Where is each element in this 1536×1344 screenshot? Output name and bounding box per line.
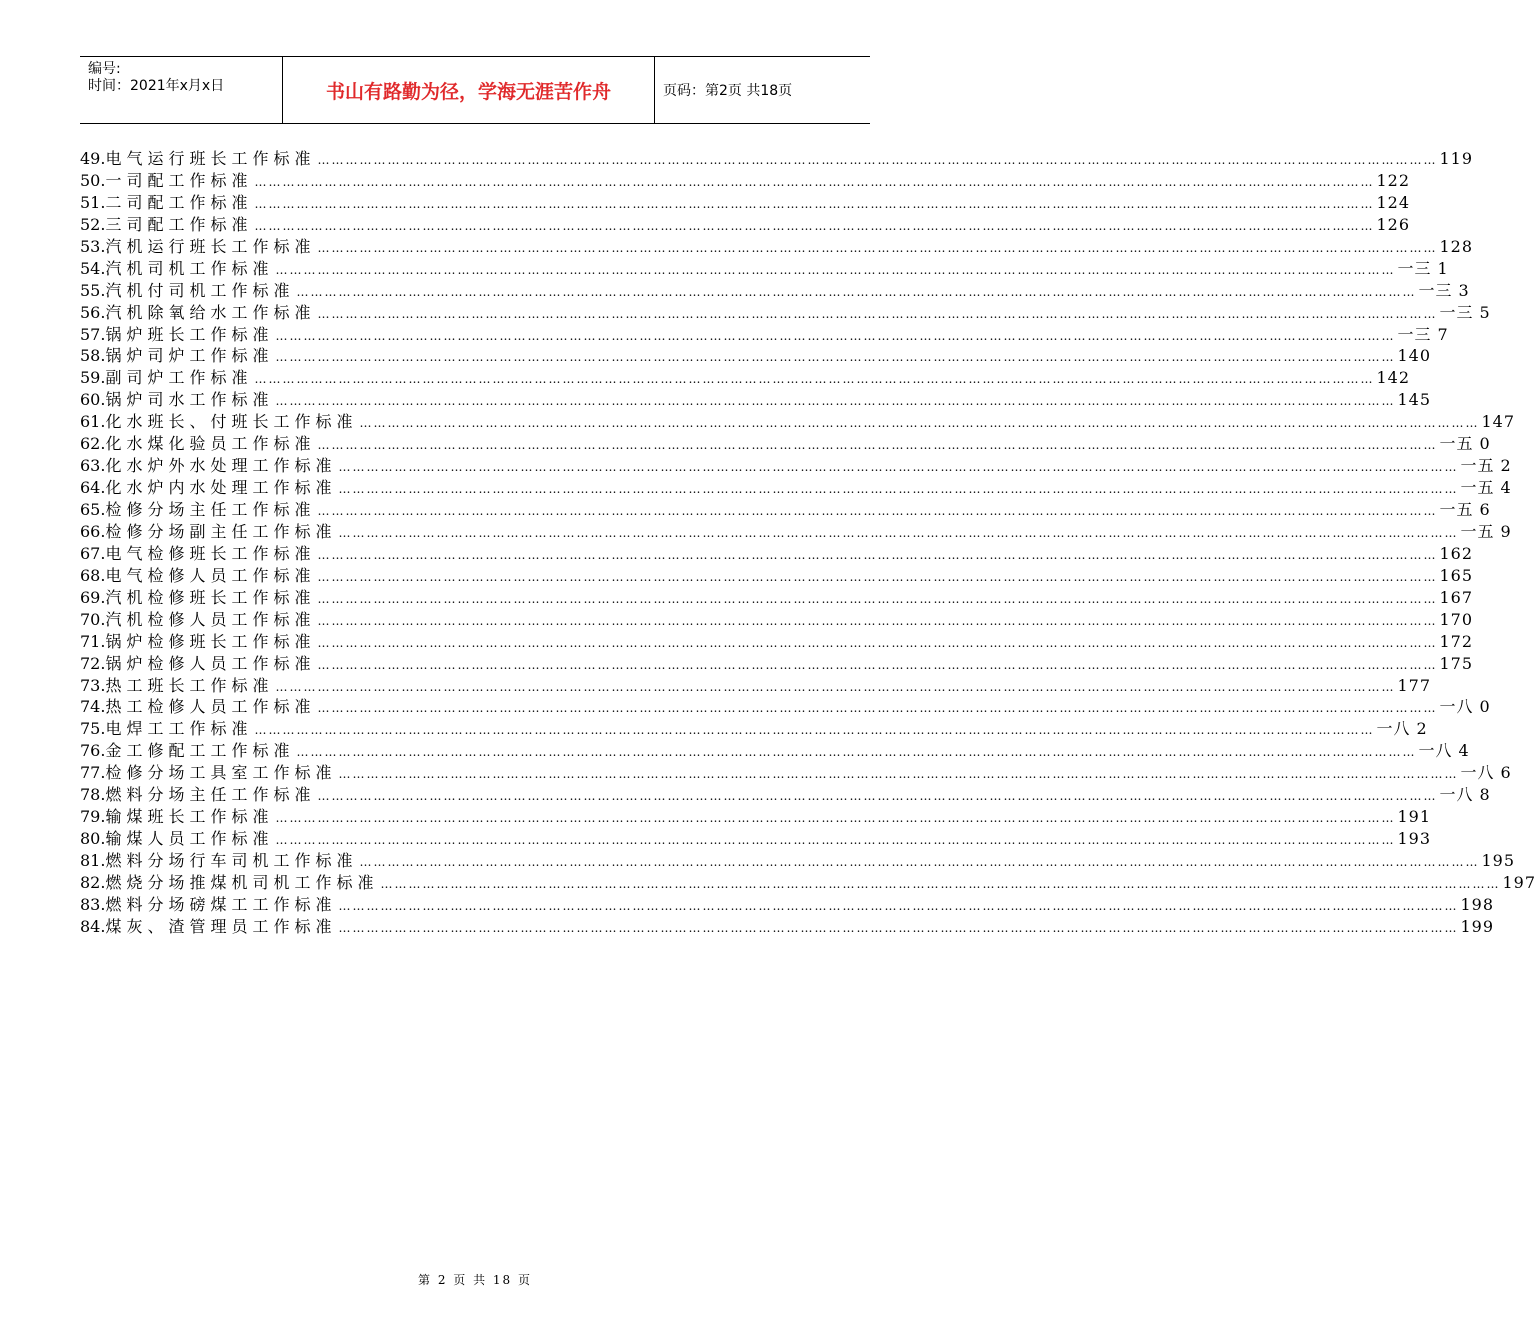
toc-dot-leader: ……………………………………………………………………………………………………………………………………………………………………………………………………………………: [275, 811, 1396, 826]
toc-entry-page: 142: [1376, 368, 1411, 388]
toc-entry-number: 68.: [80, 565, 106, 585]
toc-entry[interactable]: [80, 804, 1432, 827]
toc-dot-leader: ……………………………………………………………………………………………………………………………………………………………………………………………………………………: [359, 855, 1480, 869]
toc-entry-title: 化水炉外水处理工作标准: [105, 456, 337, 476]
toc-entry[interactable]: [80, 234, 1474, 256]
toc-entry-title: 燃料分场磅煤工工作标准: [105, 894, 337, 914]
toc-dot-leader: ……………………………………………………………………………………………………………………………………………………………………………………………………………………: [317, 306, 1438, 321]
toc-entry-number: 64.: [80, 478, 106, 498]
toc-dot-leader: ……………………………………………………………………………………………………………………………………………………………………………………………………………………: [317, 635, 1438, 650]
toc-entry-number: 75.: [80, 719, 106, 739]
toc-dot-leader: ……………………………………………………………………………………………………………………………………………………………………………………………………………………: [317, 438, 1438, 453]
toc-dot-leader: ……………………………………………………………………………………………………………………………………………………………………………………………………………………: [317, 153, 1438, 167]
toc-entry[interactable]: [80, 738, 1470, 761]
toc-entry-title: 化水班长、付班长工作标准: [105, 412, 358, 432]
toc-entry-page: 一五 0: [1439, 434, 1491, 454]
toc-entry-page: 140: [1397, 346, 1432, 366]
toc-entry-page: 119: [1439, 149, 1474, 168]
toc-entry[interactable]: [80, 673, 1432, 695]
toc-entry-number: 63.: [80, 456, 106, 476]
toc-dot-leader: ……………………………………………………………………………………………………………………………………………………………………………………………………………………: [254, 196, 1375, 211]
toc-entry-title: 燃烧分场推煤机司机工作标准: [105, 872, 379, 892]
toc-entry-title: 热工检修人员工作标准: [105, 697, 316, 717]
toc-entry[interactable]: [80, 782, 1491, 805]
toc-entry-title: 电气运行班长工作标准: [105, 149, 316, 168]
toc-entry[interactable]: [80, 431, 1491, 454]
toc-entry[interactable]: [80, 497, 1491, 519]
toc-entry[interactable]: [80, 607, 1474, 629]
toc-entry[interactable]: [80, 892, 1495, 914]
toc-entry-page: 147: [1481, 412, 1516, 432]
document-time: 时间：2021年x月x日: [88, 78, 225, 94]
toc-entry-number: 59.: [80, 368, 106, 388]
toc-dot-leader: ……………………………………………………………………………………………………………………………………………………………………………………………………………………: [317, 789, 1438, 804]
toc-entry-title: 热工班长工作标准: [105, 675, 274, 695]
toc-entry-page: 198: [1460, 894, 1495, 914]
toc-entry[interactable]: [80, 387, 1432, 410]
toc-entry[interactable]: [80, 300, 1491, 322]
toc-entry-page: 122: [1376, 170, 1411, 190]
toc-dot-leader: ……………………………………………………………………………………………………………………………………………………………………………………………………………………: [317, 240, 1438, 255]
toc-entry-page: 一五 9: [1460, 521, 1512, 541]
toc-entry-title: 汽机检修班长工作标准: [105, 587, 316, 607]
toc-entry-number: 66.: [80, 521, 106, 541]
toc-entry-number: 74.: [80, 697, 106, 717]
toc-entry-title: 电焊工工作标准: [105, 719, 253, 739]
toc-dot-leader: ……………………………………………………………………………………………………………………………………………………………………………………………………………………: [317, 701, 1438, 716]
toc-entry[interactable]: [80, 870, 1536, 892]
toc-entry-title: 输煤人员工作标准: [105, 829, 274, 849]
toc-entry-page: 一八 2: [1376, 719, 1428, 739]
toc-entry[interactable]: [80, 212, 1411, 234]
toc-entry-page: 126: [1376, 214, 1411, 234]
toc-entry-page: 一三 3: [1418, 280, 1470, 300]
toc-entry-title: 汽机检修人员工作标准: [105, 609, 316, 629]
toc-dot-leader: ……………………………………………………………………………………………………………………………………………………………………………………………………………………: [254, 218, 1375, 233]
toc-dot-leader: ……………………………………………………………………………………………………………………………………………………………………………………………………………………: [275, 394, 1396, 409]
toc-entry-page: 197: [1502, 872, 1536, 892]
toc-entry-page: 162: [1439, 543, 1474, 563]
toc-dot-leader: ……………………………………………………………………………………………………………………………………………………………………………………………………………………: [254, 723, 1375, 738]
toc-entry-page: 一五 4: [1460, 478, 1512, 498]
toc-entry-number: 54.: [80, 258, 106, 278]
toc-entry-page: 一五 6: [1439, 500, 1491, 519]
toc-entry[interactable]: [80, 365, 1411, 388]
toc-entry-number: 73.: [80, 675, 106, 695]
toc-entry-title: 煤灰、渣管理员工作标准: [105, 916, 337, 936]
toc-entry-number: 62.: [80, 434, 106, 454]
toc-entry[interactable]: [80, 585, 1474, 607]
toc-entry-page: 一三 5: [1439, 302, 1491, 322]
toc-entry[interactable]: [80, 541, 1474, 563]
table-of-contents: [80, 146, 1536, 936]
toc-dot-leader: ……………………………………………………………………………………………………………………………………………………………………………………………………………………: [338, 525, 1459, 540]
toc-entry-title: 二司配工作标准: [105, 192, 253, 212]
toc-entry-title: 燃料分场行车司机工作标准: [105, 851, 358, 870]
toc-entry[interactable]: [80, 146, 1474, 168]
toc-entry-title: 化水炉内水处理工作标准: [105, 478, 337, 498]
toc-dot-leader: ……………………………………………………………………………………………………………………………………………………………………………………………………………………: [317, 569, 1438, 584]
document-number-label: 编号:: [88, 61, 121, 77]
toc-entry[interactable]: [80, 826, 1432, 849]
toc-entry-number: 55.: [80, 280, 106, 300]
toc-entry-title: 锅炉司水工作标准: [105, 390, 274, 410]
toc-entry-page: 128: [1439, 236, 1474, 256]
toc-entry[interactable]: [80, 278, 1470, 300]
toc-dot-leader: ……………………………………………………………………………………………………………………………………………………………………………………………………………………: [317, 504, 1438, 518]
toc-entry-page: 195: [1481, 851, 1516, 870]
toc-entry-number: 84.: [80, 916, 106, 936]
toc-entry[interactable]: [80, 519, 1512, 541]
toc-entry-number: 70.: [80, 609, 106, 629]
toc-entry-title: 检修分场工具室工作标准: [105, 763, 337, 783]
toc-entry-number: 82.: [80, 872, 106, 892]
toc-entry-title: 汽机除氧给水工作标准: [105, 302, 316, 322]
toc-entry-number: 69.: [80, 587, 106, 607]
toc-entry-number: 61.: [80, 412, 106, 432]
toc-dot-leader: ……………………………………………………………………………………………………………………………………………………………………………………………………………………: [380, 876, 1501, 891]
toc-entry-number: 83.: [80, 894, 106, 914]
toc-entry-page: 177: [1397, 675, 1432, 695]
toc-entry-page: 一八 0: [1439, 697, 1491, 717]
toc-entry-title: 一司配工作标准: [105, 170, 253, 190]
toc-dot-leader: ……………………………………………………………………………………………………………………………………………………………………………………………………………………: [359, 416, 1480, 431]
toc-entry-title: 锅炉司炉工作标准: [105, 346, 274, 366]
toc-entry[interactable]: [80, 914, 1495, 936]
toc-entry[interactable]: [80, 453, 1512, 476]
toc-entry-number: 57.: [80, 324, 106, 344]
toc-entry-page: 167: [1439, 587, 1474, 607]
toc-dot-leader: ……………………………………………………………………………………………………………………………………………………………………………………………………………………: [254, 372, 1375, 387]
toc-dot-leader: ……………………………………………………………………………………………………………………………………………………………………………………………………………………: [338, 898, 1459, 913]
toc-entry-title: 锅炉班长工作标准: [105, 324, 274, 344]
toc-entry-number: 71.: [80, 631, 106, 651]
toc-entry-page: 145: [1397, 390, 1432, 410]
toc-entry[interactable]: [80, 563, 1474, 585]
toc-entry[interactable]: [80, 475, 1512, 498]
toc-entry-title: 燃料分场主任工作标准: [105, 785, 316, 805]
toc-entry-title: 汽机付司机工作标准: [105, 280, 295, 300]
toc-entry-title: 锅炉检修人员工作标准: [105, 653, 316, 673]
toc-dot-leader: ……………………………………………………………………………………………………………………………………………………………………………………………………………………: [296, 745, 1417, 760]
toc-entry-page: 191: [1397, 807, 1432, 827]
toc-entry-title: 锅炉检修班长工作标准: [105, 631, 316, 651]
toc-entry-page: 175: [1439, 653, 1474, 673]
toc-entry[interactable]: [80, 694, 1491, 717]
header-page-info: 页码：第2页 共18页: [663, 83, 793, 99]
header-slogan: 书山有路勤为径，学海无涯苦作舟: [283, 57, 655, 123]
toc-entry-number: 72.: [80, 653, 106, 673]
toc-entry-title: 输煤班长工作标准: [105, 807, 274, 827]
toc-entry[interactable]: [80, 168, 1411, 190]
toc-entry[interactable]: [80, 409, 1516, 432]
toc-entry-page: 一八 8: [1439, 785, 1491, 805]
toc-entry[interactable]: [80, 716, 1428, 739]
toc-dot-leader: ……………………………………………………………………………………………………………………………………………………………………………………………………………………: [338, 482, 1459, 497]
toc-entry-number: 67.: [80, 543, 106, 563]
toc-entry-title: 化水煤化验员工作标准: [105, 434, 316, 454]
toc-entry-number: 58.: [80, 346, 106, 366]
page-footer: 第 2 页 共 18 页: [418, 1273, 532, 1287]
toc-dot-leader: ……………………………………………………………………………………………………………………………………………………………………………………………………………………: [338, 767, 1459, 782]
toc-entry-number: 65.: [80, 500, 106, 519]
toc-entry-page: 170: [1439, 609, 1474, 629]
toc-entry-title: 金工修配工工作标准: [105, 741, 295, 761]
toc-entry-title: 汽机司机工作标准: [105, 258, 274, 278]
toc-entry[interactable]: [80, 343, 1432, 366]
toc-entry-page: 一三 1: [1397, 258, 1449, 278]
toc-entry-title: 电气检修人员工作标准: [105, 565, 316, 585]
toc-entry[interactable]: [80, 190, 1411, 212]
toc-dot-leader: ……………………………………………………………………………………………………………………………………………………………………………………………………………………: [317, 613, 1438, 628]
toc-entry-title: 检修分场副主任工作标准: [105, 521, 337, 541]
toc-entry-page: 172: [1439, 631, 1474, 651]
header-meta: [80, 57, 283, 123]
toc-entry-page: 一八 6: [1460, 763, 1512, 783]
toc-entry-number: 53.: [80, 236, 106, 256]
toc-entry-number: 56.: [80, 302, 106, 322]
toc-dot-leader: ……………………………………………………………………………………………………………………………………………………………………………………………………………………: [317, 547, 1438, 562]
toc-dot-leader: ……………………………………………………………………………………………………………………………………………………………………………………………………………………: [317, 591, 1438, 606]
toc-dot-leader: ……………………………………………………………………………………………………………………………………………………………………………………………………………………: [275, 350, 1396, 365]
toc-entry[interactable]: [80, 322, 1449, 344]
toc-dot-leader: ……………………………………………………………………………………………………………………………………………………………………………………………………………………: [275, 262, 1396, 277]
toc-entry-title: 电气检修班长工作标准: [105, 543, 316, 563]
toc-dot-leader: ……………………………………………………………………………………………………………………………………………………………………………………………………………………: [338, 460, 1459, 475]
toc-entry-number: 76.: [80, 741, 106, 761]
toc-entry-number: 81.: [80, 851, 106, 870]
toc-dot-leader: ……………………………………………………………………………………………………………………………………………………………………………………………………………………: [275, 328, 1396, 343]
toc-dot-leader: ……………………………………………………………………………………………………………………………………………………………………………………………………………………: [254, 174, 1375, 189]
page-header: [80, 56, 870, 124]
toc-entry-page: 一五 2: [1460, 456, 1512, 476]
toc-entry-number: 49.: [80, 149, 106, 168]
toc-entry-number: 51.: [80, 192, 106, 212]
toc-entry-number: 52.: [80, 214, 106, 234]
toc-entry-number: 79.: [80, 807, 106, 827]
toc-entry-page: 193: [1397, 829, 1432, 849]
toc-dot-leader: ……………………………………………………………………………………………………………………………………………………………………………………………………………………: [296, 284, 1417, 299]
toc-entry[interactable]: [80, 760, 1512, 783]
toc-entry[interactable]: [80, 651, 1474, 673]
toc-entry-title: 三司配工作标准: [105, 214, 253, 234]
toc-entry-title: 汽机运行班长工作标准: [105, 236, 316, 256]
toc-entry-page: 一三 7: [1397, 324, 1449, 344]
toc-dot-leader: ……………………………………………………………………………………………………………………………………………………………………………………………………………………: [317, 657, 1438, 672]
toc-entry[interactable]: [80, 629, 1474, 651]
toc-dot-leader: ……………………………………………………………………………………………………………………………………………………………………………………………………………………: [275, 833, 1396, 848]
toc-dot-leader: ……………………………………………………………………………………………………………………………………………………………………………………………………………………: [338, 920, 1459, 935]
toc-entry[interactable]: [80, 848, 1516, 870]
toc-entry-number: 77.: [80, 763, 106, 783]
toc-entry-page: 199: [1460, 916, 1495, 936]
toc-entry-page: 165: [1439, 565, 1474, 585]
toc-entry-title: 检修分场主任工作标准: [105, 500, 316, 519]
toc-entry-page: 一八 4: [1418, 741, 1470, 761]
toc-dot-leader: ……………………………………………………………………………………………………………………………………………………………………………………………………………………: [275, 679, 1396, 694]
toc-entry-page: 124: [1376, 192, 1411, 212]
toc-entry-title: 副司炉工作标准: [105, 368, 253, 388]
toc-entry-number: 60.: [80, 390, 106, 410]
toc-entry-number: 78.: [80, 785, 106, 805]
toc-entry-number: 80.: [80, 829, 106, 849]
toc-entry-number: 50.: [80, 170, 106, 190]
toc-entry[interactable]: [80, 256, 1449, 278]
